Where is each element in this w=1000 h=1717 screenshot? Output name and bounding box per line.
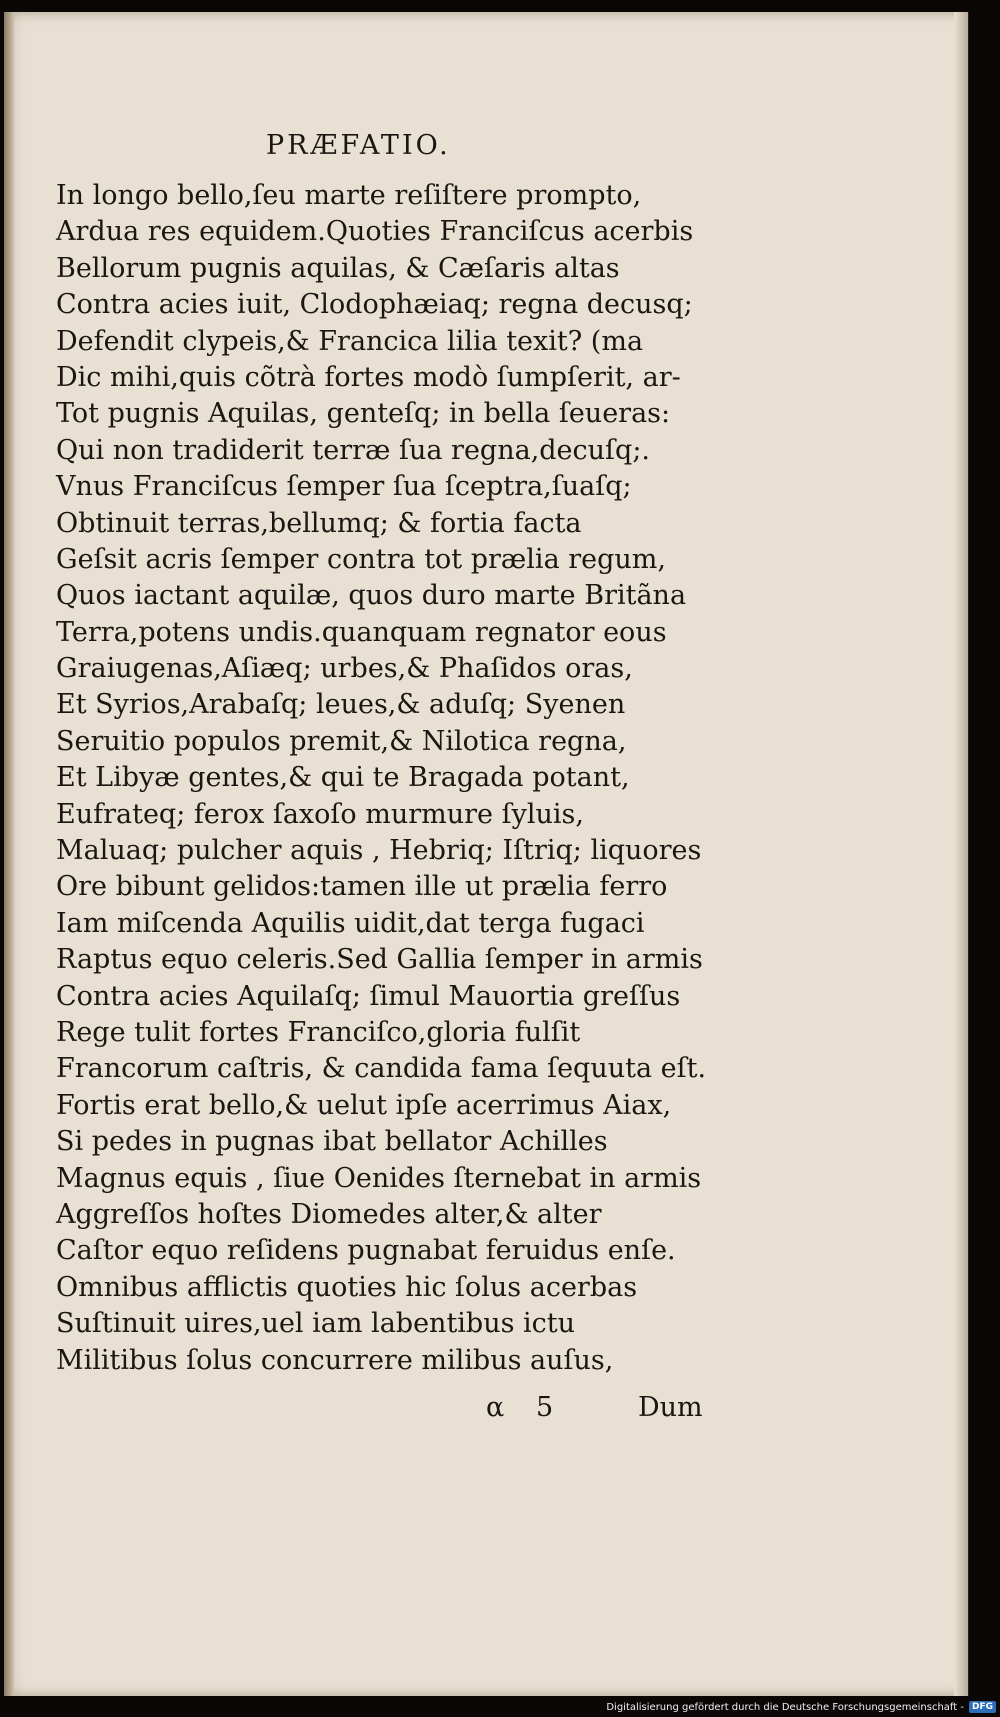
verse-text (56, 178, 716, 1379)
verse-line: Militibus ſolus concurrere milibus auſus, (56, 1344, 614, 1376)
footer-credit: Digitalisierung gefördert durch die Deutsche Forschungsgemeinschaft - (606, 1701, 964, 1713)
verse-line: Raptus equo celeris.Sed Gallia ſemper in armis (56, 944, 703, 976)
verse-line: Si pedes in pugnas ibat bellator Achilles (56, 1126, 608, 1158)
verse-line: Suſtinuit uires,uel iam labentibus ictu (56, 1308, 576, 1340)
signature-mark: α (486, 1392, 505, 1423)
running-head: PRÆFATIO. (266, 130, 451, 161)
verse-line: Ore bibunt gelidos:tamen ille ut prælia ferro (56, 871, 668, 903)
verse-line: Tot pugnis Aquilas, genteſq; in bella ſeueras: (56, 398, 671, 430)
signature-number: 5 (536, 1392, 554, 1423)
page-gutter-shadow (4, 12, 14, 1696)
verse-line: Magnus equis , ſiue Oenides ſternebat in armis (56, 1162, 702, 1194)
verse-line: Defendit clypeis,& Francica lilia texit? (ma (56, 325, 644, 357)
verse-line: Qui non tradiderit terræ ſua regna,decuſq;. (56, 434, 650, 466)
verse-line: Rege tulit fortes Franciſco,gloria fulſit (56, 1016, 581, 1048)
dfg-logo: DFG (969, 1701, 996, 1713)
verse-line: Dic mihi,quis cõtrà fortes modò ſumpſerit, ar- (56, 361, 681, 393)
verse-line: Et Syrios,Arabaſq; leues,& aduſq; Syenen (56, 689, 626, 721)
verse-line: Caſtor equo reſidens pugnabat feruidus enſe. (56, 1235, 676, 1267)
verse-line: Omnibus afflictis quoties hic ſolus acerbas (56, 1271, 638, 1303)
verse-line: In longo bello,ſeu marte reſiſtere prompto, (56, 180, 642, 211)
digitization-footer (606, 1699, 996, 1715)
verse-line: Ardua res equidem.Quoties Franciſcus acerbis (56, 216, 694, 248)
verse-line: Et Libyæ gentes,& qui te Bragada potant, (56, 762, 630, 794)
verse-line: Terra,potens undis.quanquam regnator eous (56, 616, 667, 648)
verse-line: Bellorum pugnis aquilas, & Cæſaris altas (56, 252, 620, 284)
verse-line: Seruitio populos premit,& Nilotica regna, (56, 725, 627, 757)
verse-line: Geſsit acris ſemper contra tot prælia regum, (56, 543, 666, 575)
verse-line: Graiugenas,Aſiæq; urbes,& Phaſidos oras, (56, 653, 633, 685)
catchword: Dum (638, 1392, 703, 1423)
verse-line: Francorum caſtris, & candida fama ſequuta eſt. (56, 1053, 707, 1085)
verse-line: Fortis erat bello,& uelut ipſe acerrimus Aiax, (56, 1089, 672, 1121)
verse-line: Maluaq; pulcher aquis , Hebriq; Iſtriq; liquores (56, 835, 702, 867)
verse-line: Obtinuit terras,bellumq; & fortia facta (56, 507, 582, 539)
verse-line: Quos iactant aquilæ, quos duro marte Britãna (56, 580, 687, 612)
verse-line: Aggreſſos hoſtes Diomedes alter,& alter (56, 1198, 602, 1230)
verse-line: Contra acies iuit, Clodophæiaq; regna decusq; (56, 289, 693, 321)
book-page (4, 12, 969, 1696)
verse-line: Contra acies Aquilaſq; ſimul Mauortia greſſus (56, 980, 681, 1012)
verse-line: Vnus Franciſcus ſemper ſua ſceptra,ſuaſq; (56, 471, 632, 503)
verse-line: Iam miſcenda Aquilis uidit,dat terga fugaci (56, 907, 645, 939)
verse-line: Eufrateq; ferox ſaxoſo murmure ſyluis, (56, 798, 584, 830)
page-edge (954, 12, 968, 1696)
